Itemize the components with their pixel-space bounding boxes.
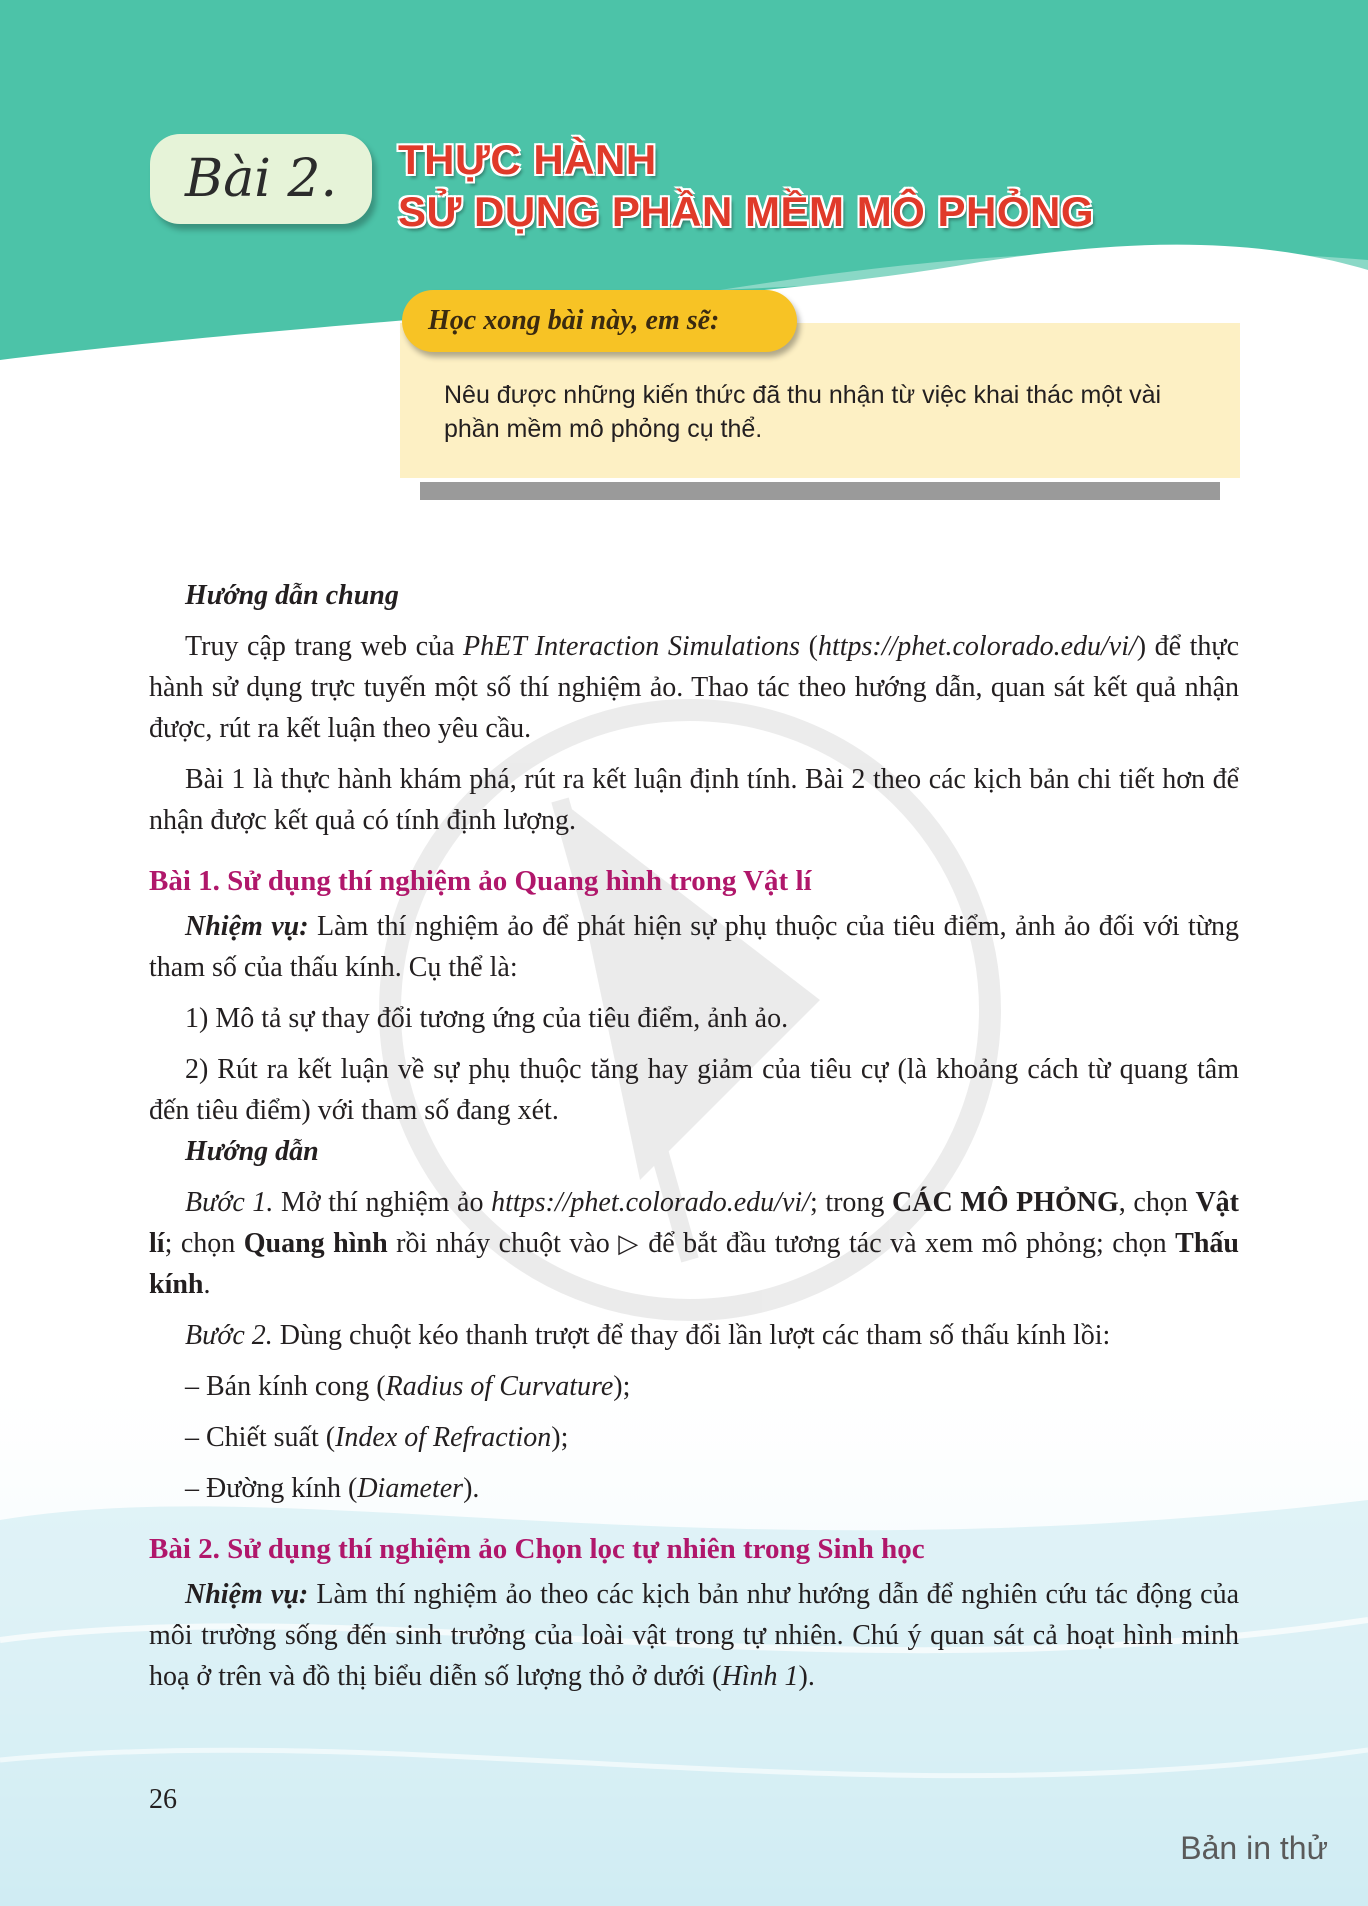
text-span: ); (613, 1371, 631, 1402)
list-item (185, 1366, 1239, 1407)
param-name: Diameter (357, 1473, 464, 1504)
text-span: Dùng chuột kéo thanh trượt để thay đổi lần lượt các tham số thấu kính lồi: (272, 1320, 1111, 1351)
text-span: – Bán kính cong ( (185, 1371, 386, 1402)
text-span: ; chọn (164, 1228, 244, 1259)
exercise-1-item-2: 2) Rút ra kết luận về sự phụ thuộc tăng hay giảm của tiêu cự (là khoảng cách từ quang tâm đến tiêu điểm) với tham số đang xét. (149, 1054, 1239, 1126)
main-content (149, 575, 1239, 1697)
text-span: ; trong (809, 1187, 893, 1218)
list-item (185, 1417, 1239, 1458)
objectives-text: Nêu được những kiến thức đã thu nhận từ việc khai thác một vài phần mềm mô phỏng cụ thể. (444, 381, 1162, 443)
figure-ref: Hình 1 (721, 1661, 799, 1692)
list-item (185, 1468, 1239, 1509)
task-label: Nhiệm vụ: (185, 1579, 309, 1610)
text-span: ). (798, 1661, 815, 1692)
text-span: Làm thí nghiệm ảo để phát hiện sự phụ thuộc của tiêu điểm, ảnh ảo đối với từng tham số của thấu kính. Cụ thể là: (149, 911, 1239, 983)
objectives-label: Học xong bài này, em sẽ: (402, 290, 797, 352)
optics-menu: Quang hình (243, 1228, 388, 1259)
text-span: Truy cập trang web của (185, 631, 464, 662)
text-span: rồi nháy chuột vào (387, 1228, 619, 1259)
general-paragraph-1 (149, 626, 1239, 749)
text-span: ). (463, 1473, 480, 1504)
draft-label: Bản in thử (1180, 1830, 1328, 1866)
exercise-1-heading: Bài 1. Sử dụng thí nghiệm ảo Quang hình trong Vật lí (149, 865, 812, 897)
lesson-number-badge: Bài 2. (150, 134, 372, 224)
text-span: . (203, 1269, 211, 1300)
param-name: Radius of Curvature (385, 1371, 614, 1402)
lesson-title-line-1: THỰC HÀNH (398, 136, 657, 183)
exercise-1-step-2 (149, 1315, 1239, 1356)
general-paragraph-2: Bài 1 là thực hành khám phá, rút ra kết luận định tính. Bài 2 theo các kịch bản chi tiết hơn để nhận được kết quả có tính định lượng. (149, 764, 1239, 836)
text-span: – Chiết suất ( (185, 1422, 336, 1453)
text-span: – Đường kính ( (185, 1473, 358, 1504)
exercise-2-heading: Bài 2. Sử dụng thí nghiệm ảo Chọn lọc tự nhiên trong Sinh học (149, 1533, 925, 1565)
step-label: Bước 2. (185, 1320, 273, 1351)
physics-menu: Vật lí (149, 1187, 1239, 1259)
play-icon: ▷ (618, 1229, 640, 1258)
step-label: Bước 1. (185, 1187, 274, 1218)
task-label: Nhiệm vụ: (185, 911, 309, 942)
text-span: ) để thực hành sử dụng trực tuyến một số thí nghiệm ảo. Thao tác theo hướng dẫn, quan sát kết quả nhận được, rút ra kết luận theo yêu cầu. (149, 631, 1240, 744)
text-span: để bắt đầu tương tác và xem mô phỏng; chọn (639, 1228, 1176, 1259)
lesson-title (398, 134, 1094, 238)
text-span: Làm thí nghiệm ảo theo các kịch bản như hướng dẫn để nghiên cứu tác động của môi trường sống đến sinh trưởng của loài vật trong tự nhiên. Chú ý quan sát cả hoạt hình minh hoạ ở trên và đồ thị biểu diễn số lượng thỏ ở dưới ( (149, 1579, 1239, 1692)
text-span: Mở thí nghiệm ảo (273, 1187, 492, 1218)
exercise-2-task (149, 1574, 1239, 1697)
simulations-menu: CÁC MÔ PHỎNG (892, 1187, 1119, 1218)
exercise-1-item-1: 1) Mô tả sự thay đổi tương ứng của tiêu điểm, ảnh ảo. (185, 1003, 789, 1034)
page-number: 26 (149, 1784, 177, 1815)
exercise-1-step-1 (149, 1182, 1239, 1305)
general-guide-heading: Hướng dẫn chung (185, 580, 399, 611)
text-span: , chọn (1118, 1187, 1196, 1218)
param-name: Index of Refraction (335, 1422, 552, 1453)
text-span: ); (551, 1422, 569, 1453)
text-span: ( (800, 631, 818, 662)
phet-name: PhET Interaction Simulations (463, 631, 801, 662)
exercise-1-guide-heading: Hướng dẫn (185, 1136, 319, 1167)
objectives-box-shadow (420, 482, 1220, 500)
exercise-1-task (149, 906, 1239, 988)
lesson-title-line-2: SỬ DỤNG PHẦN MỀM MÔ PHỎNG (398, 188, 1095, 235)
lens-menu: Thấu kính (149, 1228, 1239, 1300)
phet-url: https://phet.colorado.edu/vi/ (491, 1187, 810, 1218)
phet-url: https://phet.colorado.edu/vi/ (817, 631, 1137, 662)
